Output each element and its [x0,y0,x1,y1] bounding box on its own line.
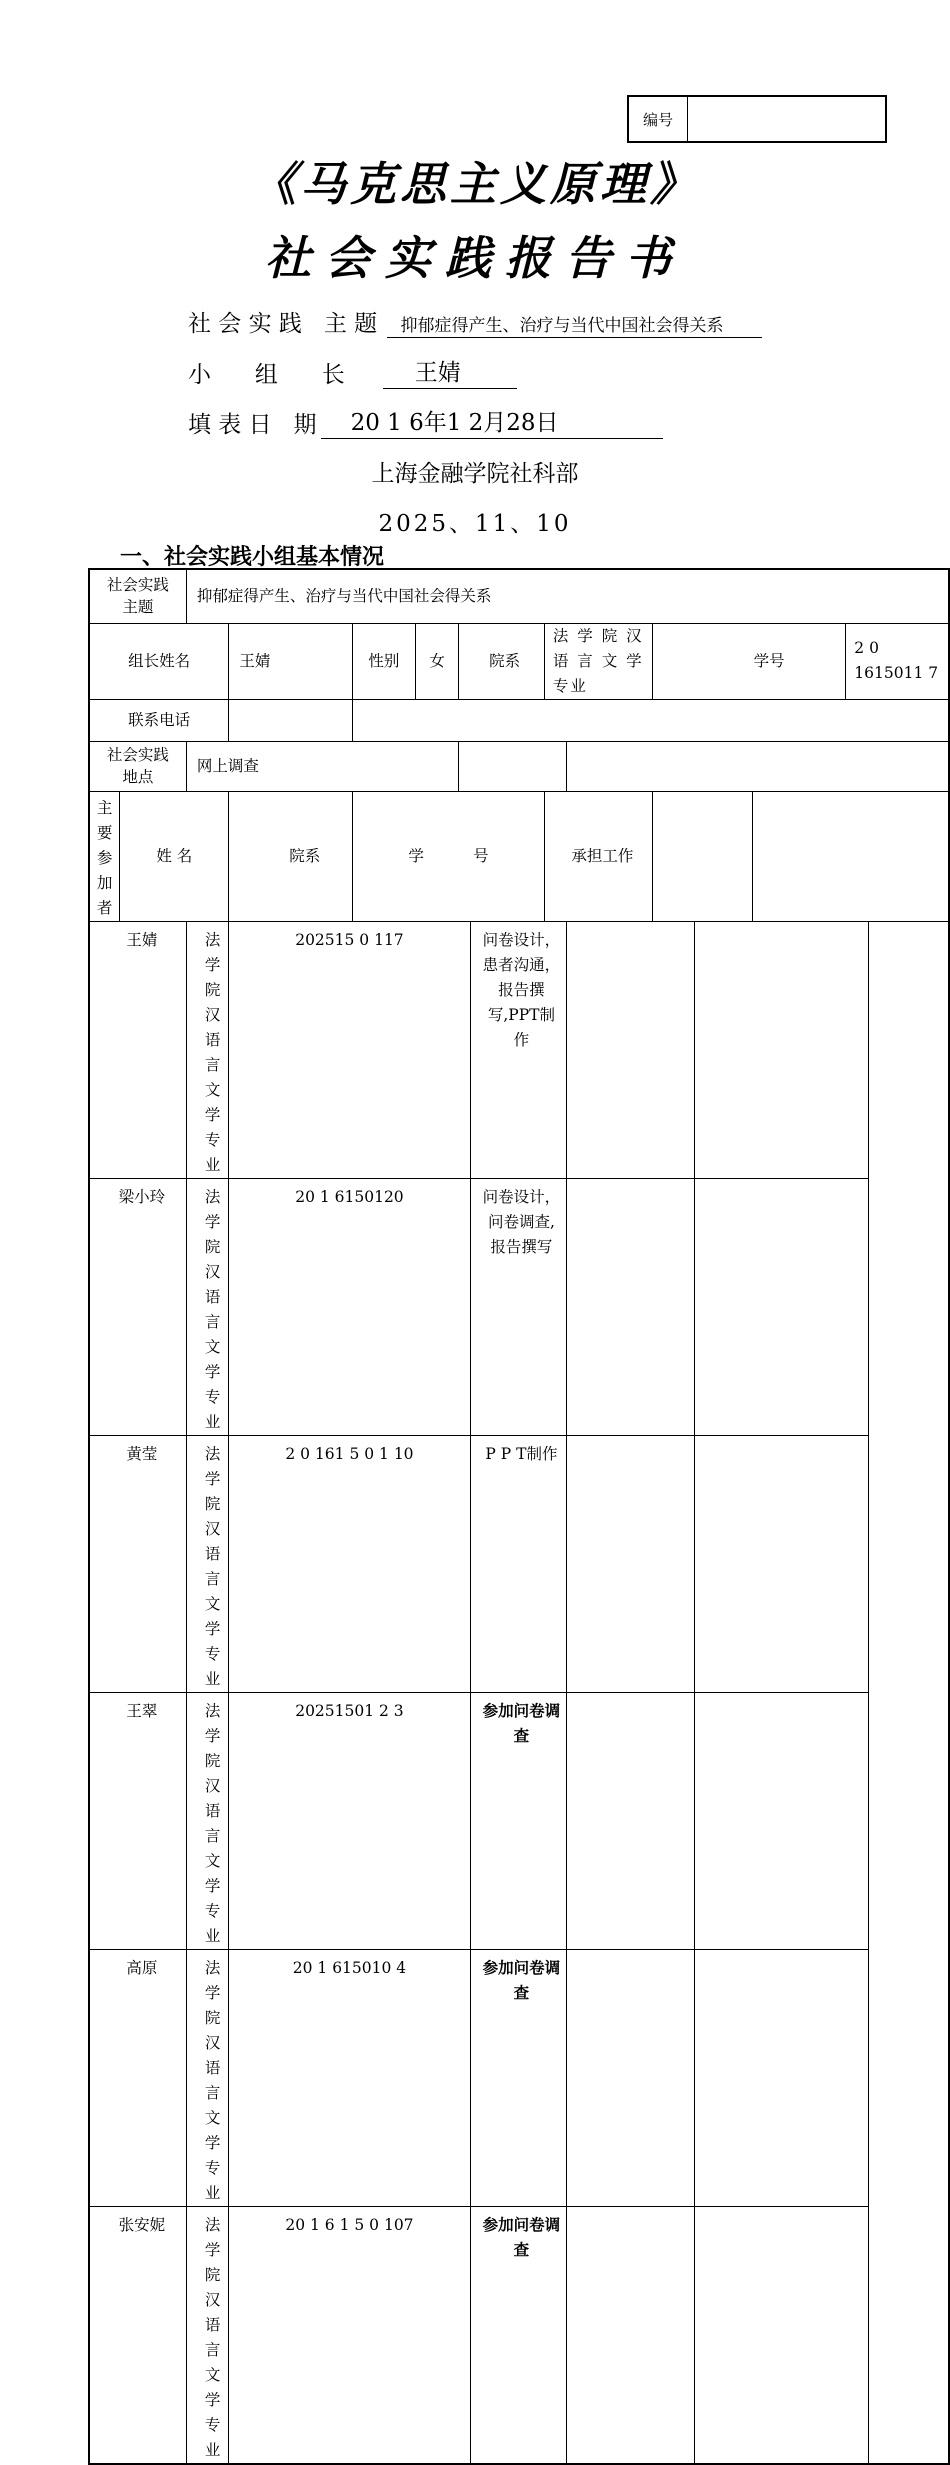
member-id[interactable]: 2 0 161 5 0 1 10 [229,1435,470,1692]
id-value[interactable]: 2 0 1615011 7 [846,623,949,699]
report-subtitle: 社会实践报告书 [265,231,685,285]
member-work[interactable]: 参加问卷调查 [470,1692,567,1949]
member-dept[interactable]: 法学院汉语言文学专业 [186,1949,229,2206]
member-extra-2[interactable] [695,1692,869,1949]
section-title: 一、社会实践小组基本情况 [120,545,385,570]
topic-cell-label-text: 社会实践 主题 [106,576,169,617]
number-box [627,95,887,143]
member-extra-header-2[interactable] [753,791,949,921]
number-value[interactable] [689,97,885,141]
id-label: 学号 [652,623,845,699]
member-dept[interactable]: 法学院汉语言文学专业 [186,2206,229,2464]
member-row [89,1178,949,1435]
member-extra-1[interactable] [567,1435,695,1692]
member-extra-2[interactable] [695,921,869,1178]
member-name[interactable]: 王翠 [89,1692,186,1949]
member-work[interactable]: P P T制作 [470,1435,567,1692]
member-id[interactable]: 20251501 2 3 [229,1692,470,1949]
leader-name-value[interactable]: 王婧 [229,623,353,699]
member-name[interactable]: 高原 [89,1949,186,2206]
phone-value[interactable] [229,699,353,741]
member-dept[interactable]: 法学院汉语言文学专业 [186,1178,229,1435]
member-extra-2[interactable] [695,1178,869,1435]
date-field [188,404,663,439]
col-name-header: 姓 名 [120,791,229,921]
leader-name-label: 组长姓名 [89,623,229,699]
topic-cell-label [89,569,186,623]
member-dept[interactable]: 法学院汉语言文学专业 [186,921,229,1178]
date-label: 填 表 日 期 [188,412,317,438]
leader-value[interactable]: 王婧 [383,354,517,389]
member-name[interactable]: 王婧 [89,921,186,1178]
topic-field [188,305,762,338]
phone-label: 联系电话 [89,699,229,741]
gender-value[interactable]: 女 [415,623,459,699]
topic-value[interactable]: 抑郁症得产生、治疗与当代中国社会得关系 [387,311,762,338]
member-extra-2[interactable] [695,2206,869,2464]
member-work[interactable]: 参加问卷调查 [470,2206,567,2464]
member-extra-2[interactable] [695,1949,869,2206]
issue-date: 2025、11、10 [378,511,572,537]
member-work[interactable]: 参加问卷调查 [470,1949,567,2206]
member-row [89,1949,949,2206]
member-id[interactable]: 20 1 6150120 [229,1178,470,1435]
member-row [89,1692,949,1949]
member-extra-1[interactable] [567,1692,695,1949]
member-name[interactable]: 黄莹 [89,1435,186,1692]
location-label [89,741,186,791]
number-label: 编号 [629,97,688,141]
member-extra-1[interactable] [567,2206,695,2464]
member-id[interactable]: 202515 0 117 [229,921,470,1178]
member-id[interactable]: 20 1 6 1 5 0 107 [229,2206,470,2464]
location-extra-2[interactable] [567,741,949,791]
member-row [89,1435,949,1692]
col-work-header: 承担工作 [544,791,652,921]
date-value[interactable]: 20 1 6年1 2月28日 [321,404,663,439]
member-dept[interactable]: 法学院汉语言文学专业 [186,1435,229,1692]
dept-value[interactable]: 法 学 院 汉 语 言 文 学 专业 [544,623,652,699]
member-dept[interactable]: 法学院汉语言文学专业 [186,1692,229,1949]
group-info-table [88,568,950,2465]
member-extra-1[interactable] [567,1949,695,2206]
col-id-header: 学 号 [353,791,545,921]
phone-extra[interactable] [353,699,949,741]
location-label-text: 社会实践 地点 [106,746,169,786]
members-label [89,791,120,921]
member-extra-header-1[interactable] [652,791,752,921]
member-row [89,921,949,1178]
gender-label: 性别 [353,623,416,699]
member-extra-1[interactable] [567,921,695,1178]
location-value[interactable]: 网上调查 [186,741,459,791]
member-work[interactable]: 问卷设计，问卷调查,报告撰写 [470,1178,567,1435]
member-name[interactable]: 张安妮 [89,2206,186,2464]
institution: 上海金融学院社科部 [371,461,579,487]
member-extra-1[interactable] [567,1178,695,1435]
col-dept-header: 院系 [229,791,353,921]
report-title: 《马克思主义原理》 [250,157,700,211]
leader-label: 小 组 长 [188,362,345,388]
member-row [89,2206,949,2464]
member-name[interactable]: 梁小玲 [89,1178,186,1435]
member-extra-2[interactable] [695,1435,869,1692]
topic-label: 社 会 实 践 主 题 [188,311,385,337]
leader-field [188,354,517,389]
dept-label: 院系 [459,623,545,699]
member-id[interactable]: 20 1 615010 4 [229,1949,470,2206]
members-label-text: 主 要 参 加 者 [96,798,113,917]
location-extra-1[interactable] [459,741,567,791]
member-work[interactable]: 问卷设计，患者沟通，报告撰写,PPT制作 [470,921,567,1178]
topic-cell-value[interactable]: 抑郁症得产生、治疗与当代中国社会得关系 [186,569,949,623]
